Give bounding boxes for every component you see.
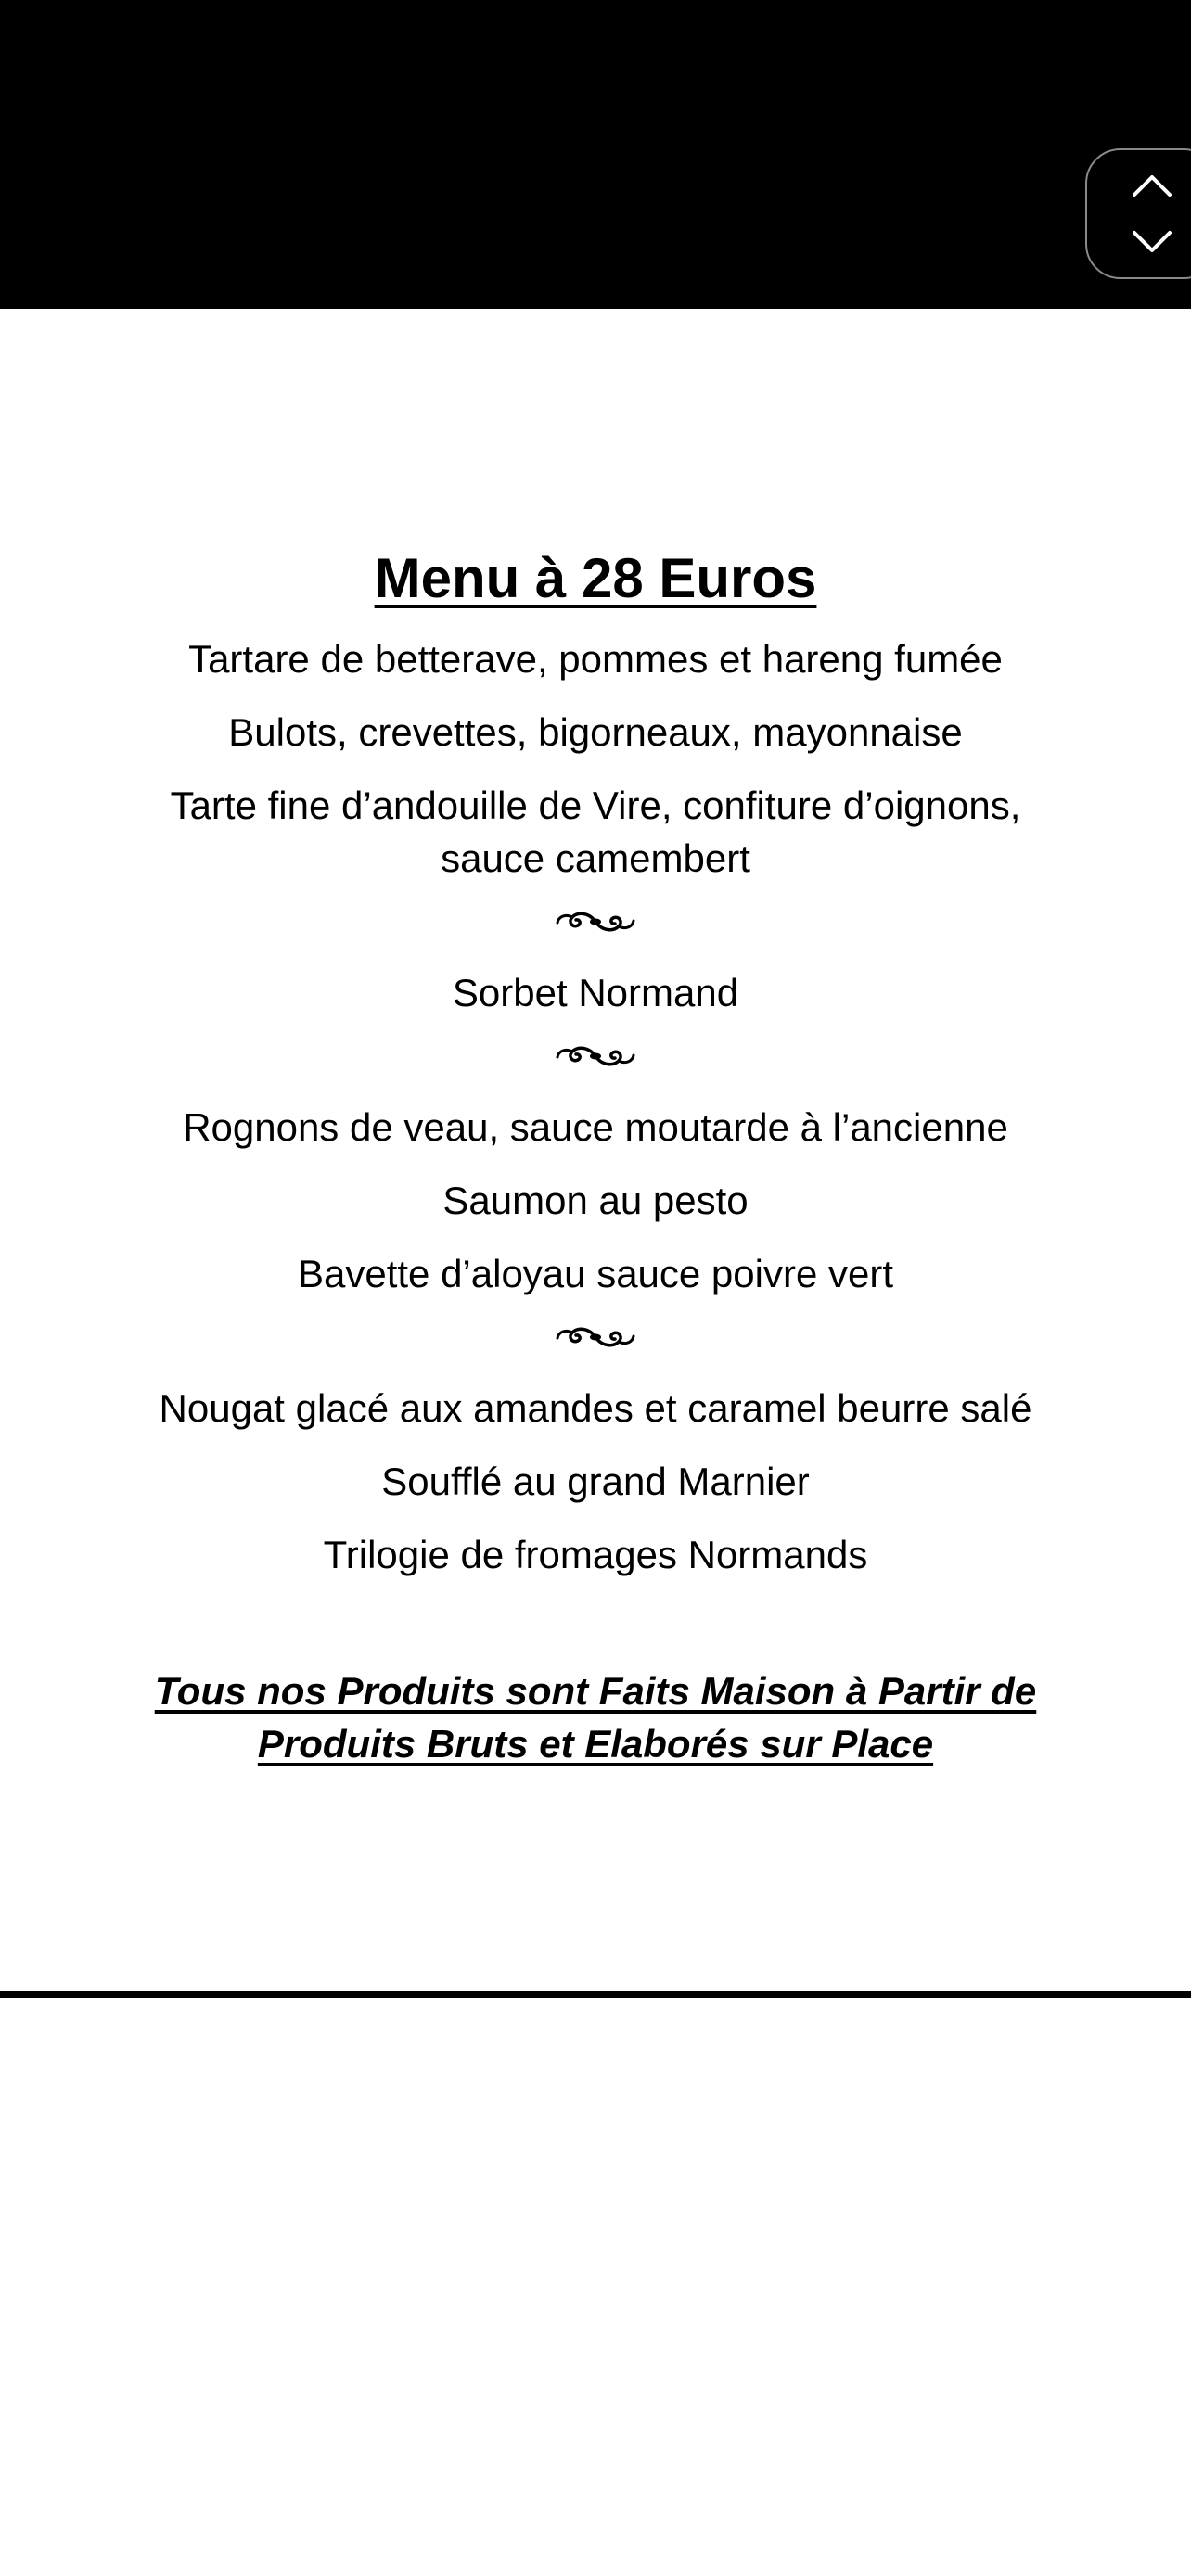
menu-title: Menu à 28 Euros — [374, 547, 817, 609]
chevron-up-icon — [1132, 173, 1172, 198]
top-bar — [0, 0, 1191, 309]
dessert-item: Trilogie de fromages Normands — [323, 1533, 868, 1576]
ornament-divider-icon — [0, 905, 1191, 938]
main-course-item: Rognons de veau, sauce moutarde à l’ancienne — [183, 1105, 1008, 1149]
previous-page-button[interactable] — [1106, 159, 1191, 211]
next-page-preview — [0, 1998, 1191, 2576]
main-course-item: Saumon au pesto — [442, 1179, 749, 1222]
starter-item: Bulots, crevettes, bigorneaux, mayonnaise — [228, 710, 963, 754]
homemade-notice: Tous nos Produits sont Faits Maison à Partir de Produits Bruts et Elaborés sur Place — [154, 1669, 1037, 1766]
starter-item: Tartare de betterave, pommes et hareng fumée — [188, 637, 1003, 681]
interlude-item: Sorbet Normand — [452, 971, 739, 1014]
dessert-item: Nougat glacé aux amandes et caramel beurre salé — [159, 1386, 1032, 1430]
ornament-divider-icon — [0, 1039, 1191, 1073]
starter-item: Tarte fine d’andouille de Vire, confiture d’oignons, sauce camembert — [170, 784, 1021, 880]
next-page-button[interactable] — [1106, 216, 1191, 268]
dessert-item: Soufflé au grand Marnier — [381, 1460, 810, 1503]
menu-content — [0, 545, 1191, 1770]
chevron-down-icon — [1132, 230, 1172, 254]
main-course-item: Bavette d’aloyau sauce poivre vert — [297, 1252, 894, 1295]
menu-page — [0, 309, 1191, 1996]
page-separator — [0, 1991, 1191, 1998]
ornament-divider-icon — [0, 1320, 1191, 1354]
page-navigation-control — [1085, 148, 1191, 279]
